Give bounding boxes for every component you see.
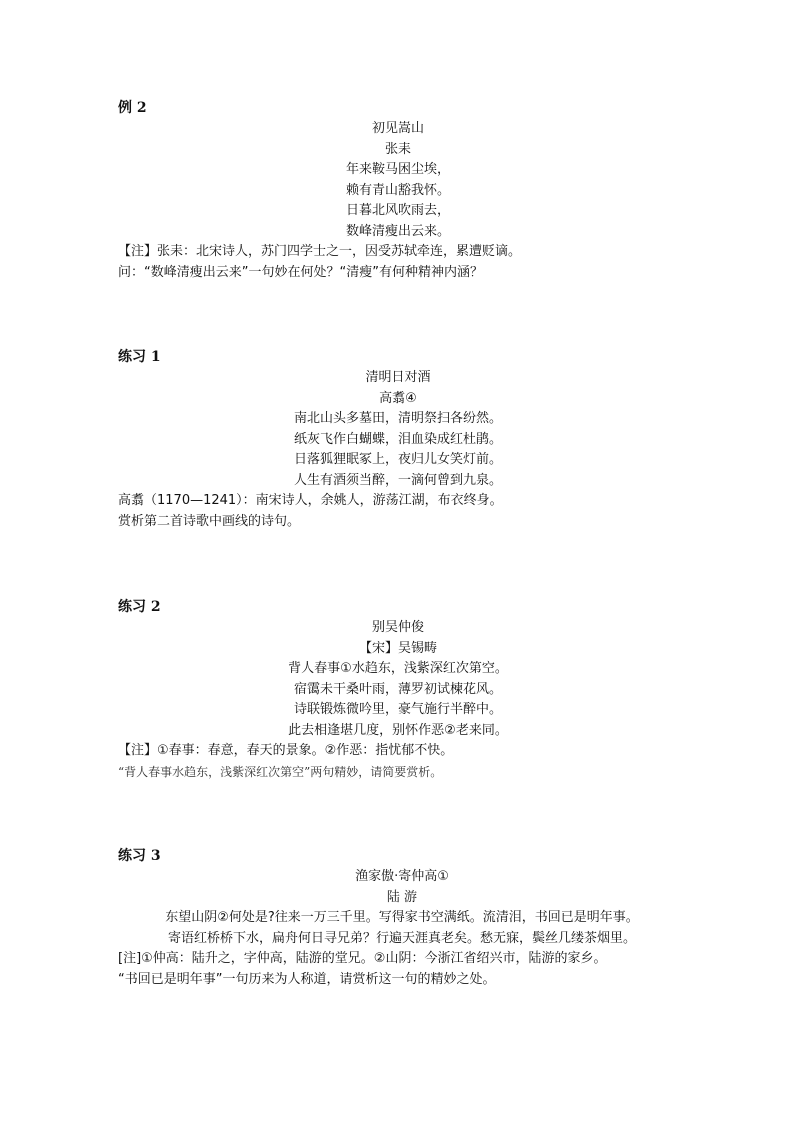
poem-note: 【注】①春事：春意，春天的景象。②作恶：指忧郁不快。 <box>118 743 454 758</box>
poem-verse: 寄语红桥桥下水，扁舟何日寻兄弟？行遍天涯真老矣。愁无寐，鬓丝几缕茶烟里。 <box>167 930 636 946</box>
poem-author: 高翥④ <box>379 390 417 406</box>
poem-title: 清明日对酒 <box>365 370 431 385</box>
poem-note: 【注】张耒：北宋诗人，苏门四学士之一，因受苏轼牵连，累遭贬谪。 <box>118 244 522 259</box>
poem-author: 【宋】吴锡畴 <box>358 640 437 656</box>
poem-verse: 赖有青山豁我怀。 <box>345 182 450 198</box>
question: 问：“数峰清瘦出云来”一句妙在何处？“清瘦”有何种精神内涵？ <box>118 264 483 280</box>
poem-verse: 日落狐狸眠冢上，夜归儿女笑灯前。 <box>293 452 502 467</box>
section-heading: 例 2 <box>118 100 147 116</box>
section-heading: 练习 2 <box>118 599 161 615</box>
poem-verse: 日暮北风吹雨去， <box>345 203 450 218</box>
section-heading: 练习 1 <box>118 349 161 365</box>
exercise-3-section <box>112 847 692 990</box>
question: “书回已是明年事”一句历来为人称道，请赏析这一句的精妙之处。 <box>118 971 496 987</box>
exercise-1-section <box>118 348 678 532</box>
poem-title: 别吴仲俊 <box>371 620 424 635</box>
poem-author: 陆 游 <box>386 889 418 905</box>
poem-verse: 南北山头多墓田，清明祭扫各纷然。 <box>293 411 502 426</box>
poem-verse: 此去相逢堪几度，别怀作恶②老来同。 <box>288 722 508 738</box>
question: “背人春事水趋东，浅紫深红次第空”两句精妙，请简要赏析。 <box>118 764 443 779</box>
poem-verse: 宿霭未干桑叶雨，薄罗初试楝花风。 <box>293 681 502 697</box>
poem-verse: 诗联锻炼微吟里，豪气施行半醉中。 <box>293 702 502 717</box>
exercise-2-section <box>118 598 678 782</box>
poem-author: 张耒 <box>384 141 411 157</box>
example-2-section <box>118 99 678 283</box>
poem-verse: 背人春事①水趋东，浅紫深红次第空。 <box>288 661 508 676</box>
poem-verse: 东望山阴②何处是?往来一万三千里。写得家书空满纸。流清泪，书回已是明年事。 <box>165 910 639 925</box>
section-heading: 练习 3 <box>118 848 161 864</box>
poem-verse: 年来鞍马困尘埃， <box>345 162 450 177</box>
poem-verse: 纸灰飞作白蝴蝶，泪血染成红杜鹃。 <box>293 431 502 447</box>
poem-verse: 数峰清瘦出云来。 <box>345 223 450 239</box>
poem-note: 高翥（1170—1241）：南宋诗人，余姚人，游荡江湖，布衣终身。 <box>118 493 503 508</box>
poem-note: [注]①仲高：陆升之，字仲高，陆游的堂兄。②山阴：今浙江省绍兴市，陆游的家乡。 <box>118 951 607 966</box>
poem-title: 渔家傲·寄仲高① <box>355 869 449 884</box>
question: 赏析第二首诗歌中画线的诗句。 <box>118 513 301 529</box>
poem-verse: 人生有酒须当醉，一滴何曾到九泉。 <box>293 472 502 488</box>
poem-title: 初见嵩山 <box>371 121 424 136</box>
